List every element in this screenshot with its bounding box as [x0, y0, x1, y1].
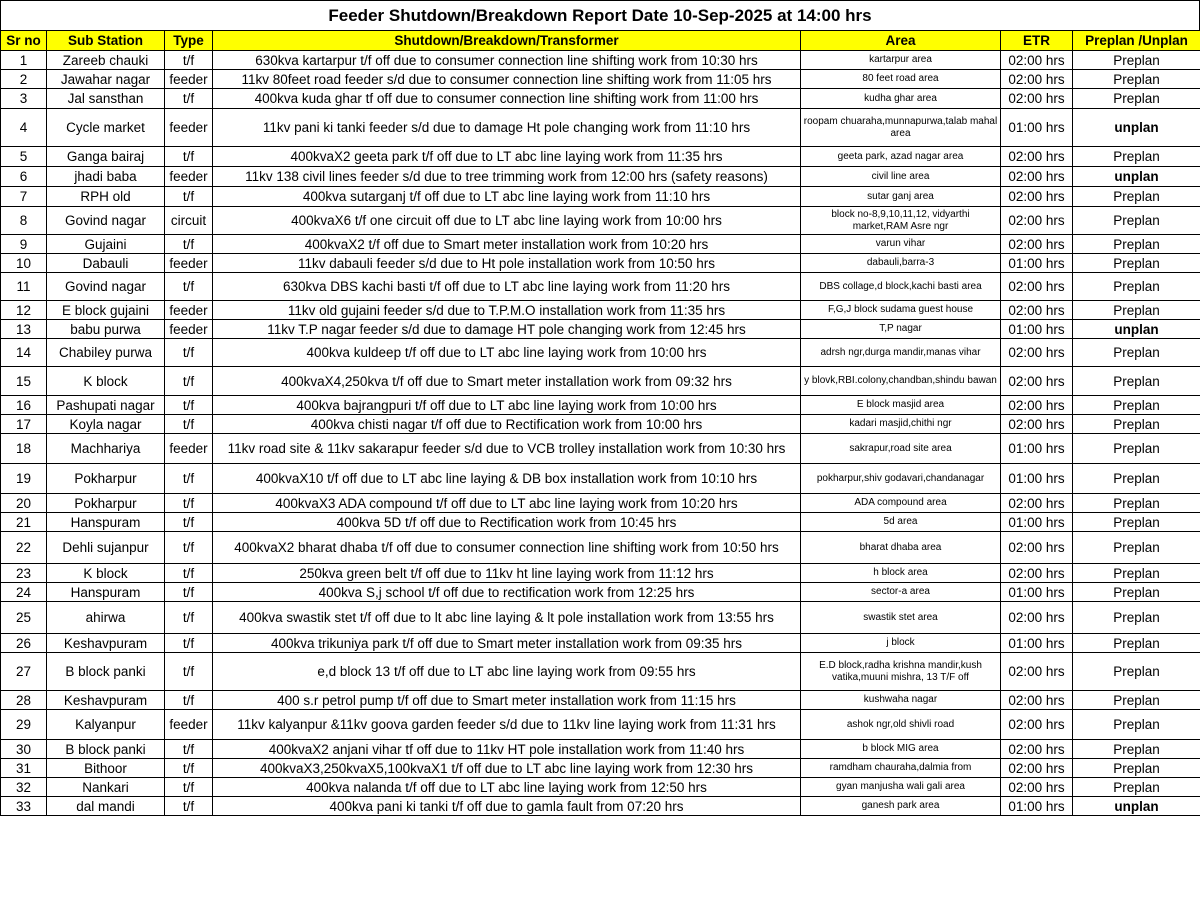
cell-plan: Preplan [1073, 434, 1200, 464]
cell-type: t/f [165, 778, 213, 797]
table-row [1, 759, 1200, 778]
table-row [1, 89, 1200, 109]
table-row [1, 273, 1200, 301]
report-table [0, 30, 1200, 816]
cell-sr-no: 15 [1, 367, 47, 396]
cell-plan: Preplan [1073, 602, 1200, 634]
cell-description: 400kva kuldeep t/f off due to LT abc line laying work from 10:00 hrs [213, 339, 801, 367]
table-row [1, 167, 1200, 187]
header-description: Shutdown/Breakdown/Transformer [213, 31, 801, 51]
table-row [1, 147, 1200, 167]
cell-sr-no: 9 [1, 235, 47, 254]
table-row [1, 634, 1200, 653]
cell-area: swastik stet area [801, 602, 1001, 634]
cell-area: h block area [801, 564, 1001, 583]
report-title: Feeder Shutdown/Breakdown Report Date 10-Sep-2025 at 14:00 hrs [0, 0, 1200, 30]
cell-sr-no: 26 [1, 634, 47, 653]
cell-area: bharat dhaba area [801, 532, 1001, 564]
cell-sr-no: 4 [1, 109, 47, 147]
table-row [1, 235, 1200, 254]
cell-sr-no: 6 [1, 167, 47, 187]
cell-description: 400kva pani ki tanki t/f off due to gamla fault from 07:20 hrs [213, 797, 801, 816]
header-etr: ETR [1001, 31, 1073, 51]
cell-plan: unplan [1073, 109, 1200, 147]
cell-sub-station: Hanspuram [47, 513, 165, 532]
cell-sr-no: 7 [1, 187, 47, 207]
cell-sub-station: Bithoor [47, 759, 165, 778]
cell-area: pokharpur,shiv godavari,chandanagar [801, 464, 1001, 494]
cell-type: t/f [165, 583, 213, 602]
cell-etr: 02:00 hrs [1001, 207, 1073, 235]
table-row [1, 301, 1200, 320]
table-row [1, 70, 1200, 89]
cell-etr: 02:00 hrs [1001, 147, 1073, 167]
table-row [1, 415, 1200, 434]
cell-sub-station: Hanspuram [47, 583, 165, 602]
cell-type: feeder [165, 109, 213, 147]
cell-area: varun vihar [801, 235, 1001, 254]
cell-plan: Preplan [1073, 759, 1200, 778]
cell-sr-no: 1 [1, 51, 47, 70]
header-plan: Preplan /Unplan [1073, 31, 1200, 51]
cell-area: j block [801, 634, 1001, 653]
cell-plan: Preplan [1073, 513, 1200, 532]
table-row [1, 464, 1200, 494]
cell-sub-station: B block panki [47, 740, 165, 759]
cell-etr: 02:00 hrs [1001, 710, 1073, 740]
cell-plan: unplan [1073, 797, 1200, 816]
cell-description: 400 s.r petrol pump t/f off due to Smart meter installation work from 11:15 hrs [213, 691, 801, 710]
table-row [1, 254, 1200, 273]
cell-sub-station: Nankari [47, 778, 165, 797]
cell-sr-no: 18 [1, 434, 47, 464]
header-row [1, 31, 1200, 51]
cell-area: E block masjid area [801, 396, 1001, 415]
table-row [1, 187, 1200, 207]
cell-type: t/f [165, 396, 213, 415]
cell-etr: 01:00 hrs [1001, 109, 1073, 147]
cell-type: t/f [165, 367, 213, 396]
cell-sr-no: 17 [1, 415, 47, 434]
cell-description: 400kvaX10 t/f off due to LT abc line laying & DB box installation work from 10:10 hrs [213, 464, 801, 494]
table-row [1, 583, 1200, 602]
cell-plan: Preplan [1073, 464, 1200, 494]
cell-plan: Preplan [1073, 396, 1200, 415]
cell-sr-no: 22 [1, 532, 47, 564]
table-row [1, 367, 1200, 396]
cell-sr-no: 32 [1, 778, 47, 797]
cell-type: t/f [165, 634, 213, 653]
cell-sub-station: Kalyanpur [47, 710, 165, 740]
cell-description: 400kvaX3 ADA compound t/f off due to LT abc line laying work from 10:20 hrs [213, 494, 801, 513]
cell-sub-station: Pokharpur [47, 464, 165, 494]
cell-area: E.D block,radha krishna mandir,kush vatika,muuni mishra, 13 T/F off [801, 653, 1001, 691]
cell-sr-no: 29 [1, 710, 47, 740]
cell-etr: 02:00 hrs [1001, 187, 1073, 207]
cell-sr-no: 24 [1, 583, 47, 602]
cell-plan: Preplan [1073, 691, 1200, 710]
cell-etr: 02:00 hrs [1001, 339, 1073, 367]
cell-plan: unplan [1073, 320, 1200, 339]
cell-plan: Preplan [1073, 740, 1200, 759]
cell-etr: 01:00 hrs [1001, 634, 1073, 653]
cell-etr: 01:00 hrs [1001, 583, 1073, 602]
cell-area: sakrapur,road site area [801, 434, 1001, 464]
table-row [1, 434, 1200, 464]
cell-sub-station: Dabauli [47, 254, 165, 273]
cell-etr: 01:00 hrs [1001, 513, 1073, 532]
cell-plan: Preplan [1073, 51, 1200, 70]
cell-etr: 02:00 hrs [1001, 740, 1073, 759]
cell-sr-no: 25 [1, 602, 47, 634]
cell-type: t/f [165, 464, 213, 494]
cell-description: 400kvaX3,250kvaX5,100kvaX1 t/f off due to LT abc line laying work from 12:30 hrs [213, 759, 801, 778]
cell-etr: 02:00 hrs [1001, 602, 1073, 634]
cell-description: 400kvaX2 geeta park t/f off due to LT abc line laying work from 11:35 hrs [213, 147, 801, 167]
cell-plan: Preplan [1073, 415, 1200, 434]
cell-type: t/f [165, 797, 213, 816]
cell-sr-no: 33 [1, 797, 47, 816]
table-row [1, 740, 1200, 759]
cell-type: t/f [165, 339, 213, 367]
cell-description: 400kvaX4,250kva t/f off due to Smart meter installation work from 09:32 hrs [213, 367, 801, 396]
cell-area: sutar ganj area [801, 187, 1001, 207]
cell-area: kartarpur area [801, 51, 1001, 70]
header-type: Type [165, 31, 213, 51]
cell-sr-no: 8 [1, 207, 47, 235]
cell-description: e,d block 13 t/f off due to LT abc line laying work from 09:55 hrs [213, 653, 801, 691]
cell-plan: Preplan [1073, 147, 1200, 167]
cell-plan: Preplan [1073, 254, 1200, 273]
cell-description: 400kvaX6 t/f one circuit off due to LT abc line laying work from 10:00 hrs [213, 207, 801, 235]
cell-area: ADA compound area [801, 494, 1001, 513]
cell-plan: Preplan [1073, 710, 1200, 740]
cell-sub-station: Gujaini [47, 235, 165, 254]
cell-sub-station: Keshavpuram [47, 634, 165, 653]
cell-type: circuit [165, 207, 213, 235]
cell-description: 400kva nalanda t/f off due to LT abc line laying work from 12:50 hrs [213, 778, 801, 797]
cell-area: dabauli,barra-3 [801, 254, 1001, 273]
cell-sub-station: RPH old [47, 187, 165, 207]
cell-sr-no: 5 [1, 147, 47, 167]
cell-type: feeder [165, 167, 213, 187]
cell-etr: 02:00 hrs [1001, 367, 1073, 396]
cell-sub-station: E block gujaini [47, 301, 165, 320]
cell-type: t/f [165, 147, 213, 167]
cell-type: t/f [165, 532, 213, 564]
cell-sr-no: 28 [1, 691, 47, 710]
cell-area: ramdham chauraha,dalmia from [801, 759, 1001, 778]
cell-sr-no: 30 [1, 740, 47, 759]
cell-sr-no: 2 [1, 70, 47, 89]
cell-plan: Preplan [1073, 187, 1200, 207]
cell-description: 400kva bajrangpuri t/f off due to LT abc line laying work from 10:00 hrs [213, 396, 801, 415]
cell-description: 11kv old gujaini feeder s/d due to T.P.M.O installation work from 11:35 hrs [213, 301, 801, 320]
cell-description: 11kv 80feet road feeder s/d due to consumer connection line shifting work from 11:05 hrs [213, 70, 801, 89]
cell-etr: 01:00 hrs [1001, 434, 1073, 464]
cell-sub-station: Chabiley purwa [47, 339, 165, 367]
cell-plan: Preplan [1073, 70, 1200, 89]
cell-plan: Preplan [1073, 301, 1200, 320]
cell-sr-no: 31 [1, 759, 47, 778]
cell-sub-station: Pokharpur [47, 494, 165, 513]
cell-sr-no: 14 [1, 339, 47, 367]
cell-description: 400kva S,j school t/f off due to rectification work from 12:25 hrs [213, 583, 801, 602]
cell-sub-station: Keshavpuram [47, 691, 165, 710]
cell-sub-station: Govind nagar [47, 207, 165, 235]
cell-area: y blovk,RBI.colony,chandban,shindu bawan [801, 367, 1001, 396]
cell-etr: 02:00 hrs [1001, 759, 1073, 778]
cell-etr: 01:00 hrs [1001, 464, 1073, 494]
cell-sr-no: 27 [1, 653, 47, 691]
cell-sr-no: 20 [1, 494, 47, 513]
cell-sr-no: 16 [1, 396, 47, 415]
cell-type: feeder [165, 320, 213, 339]
cell-area: civil line area [801, 167, 1001, 187]
cell-etr: 01:00 hrs [1001, 254, 1073, 273]
cell-type: feeder [165, 254, 213, 273]
cell-plan: Preplan [1073, 367, 1200, 396]
cell-type: t/f [165, 691, 213, 710]
table-row [1, 778, 1200, 797]
cell-type: feeder [165, 301, 213, 320]
cell-description: 250kva green belt t/f off due to 11kv ht line laying work from 11:12 hrs [213, 564, 801, 583]
cell-plan: Preplan [1073, 532, 1200, 564]
cell-description: 400kva sutarganj t/f off due to LT abc line laying work from 11:10 hrs [213, 187, 801, 207]
cell-plan: Preplan [1073, 634, 1200, 653]
cell-description: 400kva kuda ghar tf off due to consumer connection line shifting work from 11:00 hrs [213, 89, 801, 109]
cell-description: 400kva trikuniya park t/f off due to Smart meter installation work from 09:35 hrs [213, 634, 801, 653]
cell-etr: 01:00 hrs [1001, 320, 1073, 339]
cell-area: DBS collage,d block,kachi basti area [801, 273, 1001, 301]
cell-sub-station: Ganga bairaj [47, 147, 165, 167]
table-row [1, 339, 1200, 367]
cell-type: t/f [165, 602, 213, 634]
header-sub-station: Sub Station [47, 31, 165, 51]
table-row [1, 653, 1200, 691]
table-row [1, 797, 1200, 816]
cell-etr: 02:00 hrs [1001, 70, 1073, 89]
table-row [1, 602, 1200, 634]
cell-type: t/f [165, 564, 213, 583]
cell-sub-station: Koyla nagar [47, 415, 165, 434]
cell-etr: 02:00 hrs [1001, 778, 1073, 797]
cell-area: kushwaha nagar [801, 691, 1001, 710]
cell-sub-station: Jal sansthan [47, 89, 165, 109]
cell-sub-station: ahirwa [47, 602, 165, 634]
cell-etr: 02:00 hrs [1001, 167, 1073, 187]
cell-description: 400kvaX2 anjani vihar tf off due to 11kv HT pole installation work from 11:40 hrs [213, 740, 801, 759]
cell-sub-station: jhadi baba [47, 167, 165, 187]
cell-plan: unplan [1073, 167, 1200, 187]
cell-description: 11kv T.P nagar feeder s/d due to damage HT pole changing work from 12:45 hrs [213, 320, 801, 339]
cell-description: 11kv 138 civil lines feeder s/d due to tree trimming work from 12:00 hrs (safety reasons) [213, 167, 801, 187]
table-row [1, 207, 1200, 235]
cell-area: F,G,J block sudama guest house [801, 301, 1001, 320]
cell-etr: 02:00 hrs [1001, 564, 1073, 583]
cell-description: 400kvaX2 bharat dhaba t/f off due to consumer connection line shifting work from 10:50 hrs [213, 532, 801, 564]
cell-etr: 02:00 hrs [1001, 494, 1073, 513]
cell-type: t/f [165, 273, 213, 301]
cell-type: t/f [165, 235, 213, 254]
cell-description: 11kv dabauli feeder s/d due to Ht pole installation work from 10:50 hrs [213, 254, 801, 273]
cell-etr: 02:00 hrs [1001, 301, 1073, 320]
cell-type: t/f [165, 494, 213, 513]
cell-etr: 01:00 hrs [1001, 797, 1073, 816]
table-row [1, 564, 1200, 583]
cell-etr: 02:00 hrs [1001, 653, 1073, 691]
cell-sr-no: 11 [1, 273, 47, 301]
cell-etr: 02:00 hrs [1001, 273, 1073, 301]
cell-type: t/f [165, 89, 213, 109]
cell-sr-no: 23 [1, 564, 47, 583]
cell-sr-no: 19 [1, 464, 47, 494]
cell-sub-station: dal mandi [47, 797, 165, 816]
cell-sr-no: 3 [1, 89, 47, 109]
cell-type: t/f [165, 187, 213, 207]
cell-description: 630kva kartarpur t/f off due to consumer connection line shifting work from 10:30 hrs [213, 51, 801, 70]
cell-sub-station: Zareeb chauki [47, 51, 165, 70]
cell-description: 11kv pani ki tanki feeder s/d due to damage Ht pole changing work from 11:10 hrs [213, 109, 801, 147]
cell-etr: 02:00 hrs [1001, 235, 1073, 254]
cell-plan: Preplan [1073, 583, 1200, 602]
header-area: Area [801, 31, 1001, 51]
cell-area: geeta park, azad nagar area [801, 147, 1001, 167]
cell-sr-no: 13 [1, 320, 47, 339]
cell-type: feeder [165, 70, 213, 89]
cell-area: 5d area [801, 513, 1001, 532]
cell-description: 11kv kalyanpur &11kv goova garden feeder s/d due to 11kv line laying work from 11:31 hrs [213, 710, 801, 740]
cell-description: 400kvaX2 t/f off due to Smart meter installation work from 10:20 hrs [213, 235, 801, 254]
cell-etr: 02:00 hrs [1001, 691, 1073, 710]
cell-plan: Preplan [1073, 89, 1200, 109]
cell-etr: 02:00 hrs [1001, 415, 1073, 434]
cell-area: roopam chuaraha,munnapurwa,talab mahal area [801, 109, 1001, 147]
cell-sub-station: Jawahar nagar [47, 70, 165, 89]
cell-plan: Preplan [1073, 273, 1200, 301]
cell-type: t/f [165, 415, 213, 434]
cell-area: gyan manjusha wali gali area [801, 778, 1001, 797]
cell-plan: Preplan [1073, 494, 1200, 513]
cell-description: 400kva chisti nagar t/f off due to Rectification work from 10:00 hrs [213, 415, 801, 434]
cell-type: t/f [165, 51, 213, 70]
cell-sub-station: Machhariya [47, 434, 165, 464]
cell-plan: Preplan [1073, 207, 1200, 235]
cell-etr: 02:00 hrs [1001, 396, 1073, 415]
cell-type: t/f [165, 513, 213, 532]
cell-type: feeder [165, 710, 213, 740]
cell-plan: Preplan [1073, 235, 1200, 254]
cell-plan: Preplan [1073, 564, 1200, 583]
cell-etr: 02:00 hrs [1001, 532, 1073, 564]
table-row [1, 691, 1200, 710]
cell-area: T,P nagar [801, 320, 1001, 339]
cell-sub-station: Cycle market [47, 109, 165, 147]
cell-type: t/f [165, 740, 213, 759]
cell-description: 11kv road site & 11kv sakarapur feeder s/d due to VCB trolley installation work from 10:30 hrs [213, 434, 801, 464]
cell-area: 80 feet road area [801, 70, 1001, 89]
table-row [1, 51, 1200, 70]
cell-sr-no: 21 [1, 513, 47, 532]
cell-sub-station: K block [47, 564, 165, 583]
cell-sub-station: Govind nagar [47, 273, 165, 301]
cell-description: 630kva DBS kachi basti t/f off due to LT abc line laying work from 11:20 hrs [213, 273, 801, 301]
cell-area: block no-8,9,10,11,12, vidyarthi market,RAM Asre ngr [801, 207, 1001, 235]
cell-etr: 02:00 hrs [1001, 51, 1073, 70]
cell-type: t/f [165, 759, 213, 778]
cell-plan: Preplan [1073, 339, 1200, 367]
cell-sr-no: 12 [1, 301, 47, 320]
cell-area: adrsh ngr,durga mandir,manas vihar [801, 339, 1001, 367]
cell-plan: Preplan [1073, 653, 1200, 691]
cell-description: 400kva swastik stet t/f off due to lt abc line laying & lt pole installation work from 13:55 hrs [213, 602, 801, 634]
cell-area: b block MIG area [801, 740, 1001, 759]
table-row [1, 513, 1200, 532]
cell-description: 400kva 5D t/f off due to Rectification work from 10:45 hrs [213, 513, 801, 532]
table-row [1, 532, 1200, 564]
cell-type: feeder [165, 434, 213, 464]
table-row [1, 494, 1200, 513]
cell-sub-station: K block [47, 367, 165, 396]
table-row [1, 710, 1200, 740]
header-sr-no: Sr no [1, 31, 47, 51]
cell-type: t/f [165, 653, 213, 691]
cell-sub-station: Dehli sujanpur [47, 532, 165, 564]
cell-area: kadari masjid,chithi ngr [801, 415, 1001, 434]
cell-area: kudha ghar area [801, 89, 1001, 109]
cell-area: ashok ngr,old shivli road [801, 710, 1001, 740]
cell-plan: Preplan [1073, 778, 1200, 797]
cell-area: sector-a area [801, 583, 1001, 602]
cell-area: ganesh park area [801, 797, 1001, 816]
cell-sub-station: babu purwa [47, 320, 165, 339]
cell-sub-station: Pashupati nagar [47, 396, 165, 415]
table-row [1, 396, 1200, 415]
cell-sr-no: 10 [1, 254, 47, 273]
table-row [1, 320, 1200, 339]
cell-sub-station: B block panki [47, 653, 165, 691]
table-row [1, 109, 1200, 147]
cell-etr: 02:00 hrs [1001, 89, 1073, 109]
